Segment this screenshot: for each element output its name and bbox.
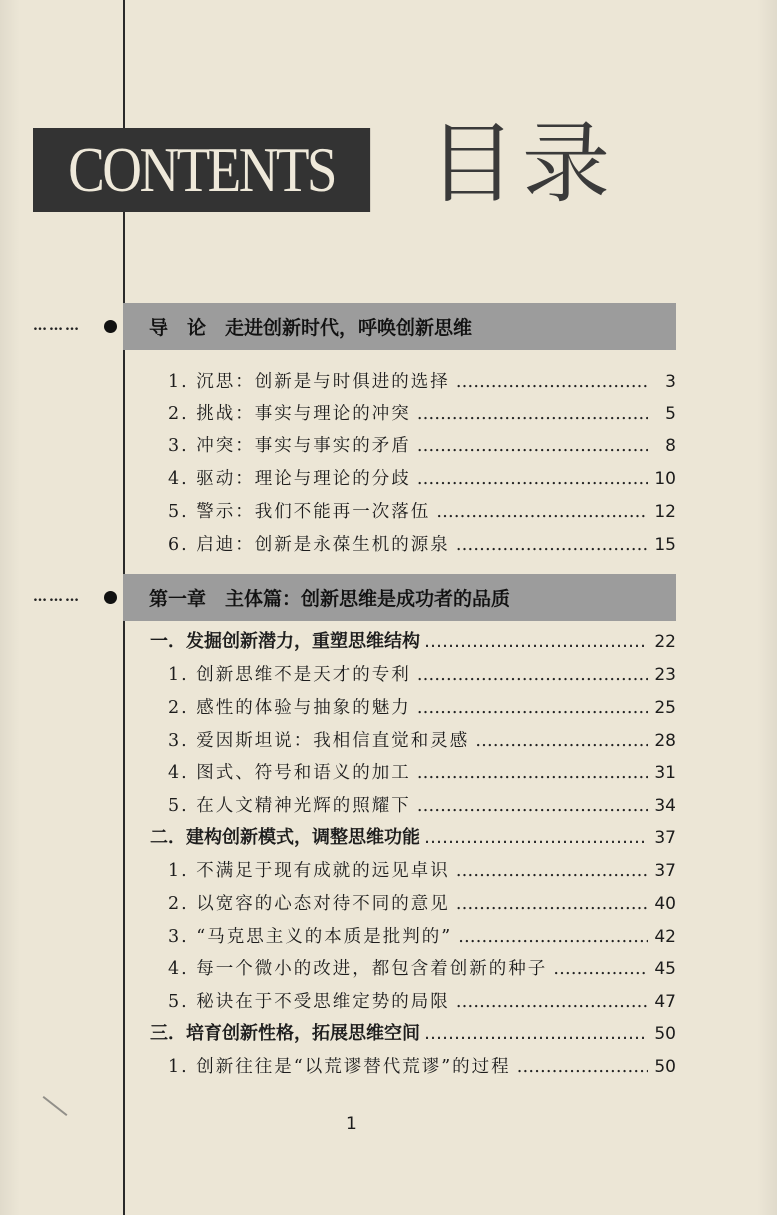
toc-entry[interactable] [168, 792, 676, 822]
toc-entry[interactable] [168, 923, 676, 953]
toc-entry[interactable] [168, 368, 676, 398]
bullet-icon [104, 320, 117, 333]
band-dots: ……… [33, 318, 81, 334]
leader-dots [417, 763, 648, 783]
section-page: 22 [654, 632, 676, 652]
toc-entry[interactable] [168, 694, 676, 724]
section-title: 三．培育创新性格，拓展思维空间 [150, 1023, 420, 1044]
toc-entry[interactable] [168, 727, 676, 757]
page-number: 1 [346, 1114, 357, 1134]
intro-band [123, 303, 676, 350]
leader-dots [475, 731, 648, 751]
toc-entry-text: 2. 挑战：事实与理论的冲突 [168, 404, 411, 424]
leader-dots [436, 502, 648, 522]
toc-entry[interactable] [168, 1053, 676, 1083]
section-title: 二．建构创新模式，调整思维功能 [150, 827, 420, 848]
toc-entry-page: 45 [654, 959, 676, 979]
section-page: 37 [654, 828, 676, 848]
leader-dots [417, 436, 648, 456]
leader-dots [456, 992, 648, 1012]
toc-entry-page: 10 [654, 469, 676, 489]
toc-entry-text: 1. 不满足于现有成就的远见卓识 [168, 861, 450, 881]
section-heading[interactable] [150, 823, 676, 855]
section-page: 50 [654, 1024, 676, 1044]
leader-dots [517, 1057, 648, 1077]
leader-dots [424, 631, 646, 652]
toc-entry[interactable] [168, 498, 676, 528]
toc-entry-text: 4. 驱动：理论与理论的分歧 [168, 469, 411, 489]
leader-dots [417, 469, 648, 489]
band-dots: ……… [33, 589, 81, 605]
toc-entry-text: 3. 爱因斯坦说：我相信直觉和灵感 [168, 731, 470, 751]
toc-entry-page: 3 [665, 372, 676, 392]
leader-dots [553, 959, 648, 979]
toc-entry-page: 40 [654, 894, 676, 914]
toc-entry-text: 3. 冲突：事实与事实的矛盾 [168, 436, 411, 456]
toc-entry-page: 34 [654, 796, 676, 816]
toc-entry-text: 5. 在人文精神光辉的照耀下 [168, 796, 411, 816]
toc-entry-page: 5 [665, 404, 676, 424]
toc-entry[interactable] [168, 955, 676, 985]
toc-entry-page: 12 [654, 502, 676, 522]
leader-dots [417, 665, 648, 685]
toc-entry-text: 5. 秘诀在于不受思维定势的局限 [168, 992, 450, 1012]
leader-dots [424, 1023, 646, 1044]
toc-entry-text: 3. “马克思主义的本质是批判的” [168, 927, 453, 947]
toc-entry[interactable] [168, 531, 676, 561]
section-heading[interactable] [150, 627, 676, 659]
toc-entry-text: 6. 启迪：创新是永葆生机的源泉 [168, 535, 450, 555]
leader-dots [456, 372, 648, 392]
toc-entry-page: 25 [654, 698, 676, 718]
toc-entry[interactable] [168, 890, 676, 920]
toc-entry-page: 50 [654, 1057, 676, 1077]
section-title: 一．发掘创新潜力，重塑思维结构 [150, 631, 420, 652]
toc-entry[interactable] [168, 759, 676, 789]
leader-dots [456, 894, 648, 914]
toc-entry-page: 37 [654, 861, 676, 881]
toc-entry[interactable] [168, 661, 676, 691]
toc-entry-page: 23 [654, 665, 676, 685]
leader-dots [424, 827, 646, 848]
leader-dots [456, 861, 648, 881]
toc-entry-text: 2. 以宽容的心态对待不同的意见 [168, 894, 450, 914]
contents-header [33, 128, 425, 212]
toc-entry-text: 4. 图式、符号和语义的加工 [168, 763, 411, 783]
leader-dots [458, 927, 648, 947]
page-title: 目录 [428, 112, 617, 215]
leader-dots [417, 796, 648, 816]
chapter-label: 第一章 主体篇：创新思维是成功者的品质 [149, 588, 511, 610]
toc-entry-page: 28 [654, 731, 676, 751]
toc-entry[interactable] [168, 988, 676, 1018]
bullet-icon [104, 591, 117, 604]
leader-dots [417, 698, 648, 718]
toc-entry[interactable] [168, 400, 676, 430]
toc-entry-page: 8 [665, 436, 676, 456]
toc-entry[interactable] [168, 465, 676, 495]
contents-word: CONTENTS [33, 128, 370, 212]
toc-entry-page: 47 [654, 992, 676, 1012]
chapter-band [123, 574, 676, 621]
toc-entry-text: 1. 创新往往是“以荒谬替代荒谬”的过程 [168, 1057, 511, 1077]
toc-entry-text: 2. 感性的体验与抽象的魅力 [168, 698, 411, 718]
leader-dots [456, 535, 648, 555]
toc-entry-page: 31 [654, 763, 676, 783]
toc-entry-page: 42 [654, 927, 676, 947]
toc-entry-page: 15 [654, 535, 676, 555]
intro-label: 导 论 走进创新时代，呼唤创新思维 [149, 317, 473, 339]
toc-entry-text: 1. 创新思维不是天才的专利 [168, 665, 411, 685]
toc-entry-text: 1. 沉思：创新是与时俱进的选择 [168, 372, 450, 392]
toc-entry-text: 4. 每一个微小的改进，都包含着创新的种子 [168, 959, 548, 979]
toc-entry-text: 5. 警示：我们不能再一次落伍 [168, 502, 431, 522]
toc-entry[interactable] [168, 432, 676, 462]
section-heading[interactable] [150, 1019, 676, 1051]
leader-dots [417, 404, 648, 424]
toc-entry[interactable] [168, 857, 676, 887]
